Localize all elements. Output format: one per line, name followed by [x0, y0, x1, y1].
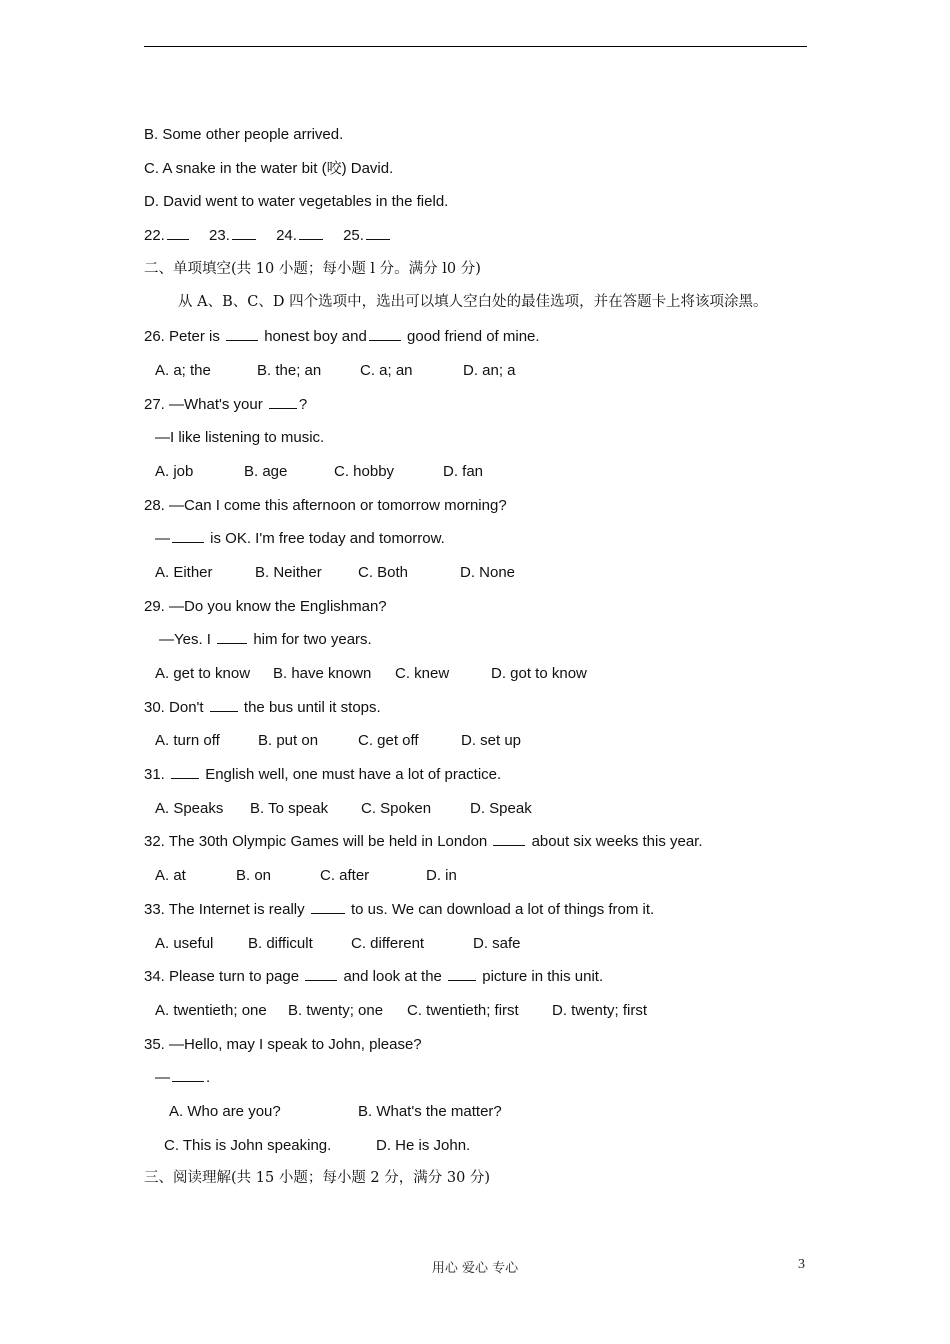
question-32-options: A. at B. on C. after D. in [155, 867, 457, 885]
option-d-text: D. David went to water vegetables in the field. [144, 193, 449, 211]
question-29-options: A. get to know B. have known C. knew D. got to know [155, 665, 587, 682]
header-rule [144, 46, 807, 47]
question-27-options: A. job B. age C. hobby D. fan [155, 462, 484, 480]
question-28-reply: — is OK. I'm free today and tomorrow. [155, 530, 445, 548]
question-33: 33. The Internet is really to us. We can download a lot of things from it. [144, 900, 655, 918]
question-26: 26. Peter is honest boy and good friend of mine. [144, 328, 540, 346]
question-33-options: A. useful B. difficult C. different D. safe [155, 934, 521, 952]
question-27: 27. —What's your ? [144, 395, 308, 413]
question-32: 32. The 30th Olympic Games will be held in London about six weeks this year. [144, 833, 703, 851]
section-2-instruction: 从 A、B、C、D 四个选项中，选出可以填人空白处的最佳选项，并在答题卡上将该项涂黑。 [178, 294, 768, 311]
answer-blanks-22-25: 22. 23. 24. 25. [144, 219, 844, 253]
question-31: 31. English well, one must have a lot of practice. [144, 766, 502, 784]
question-31-options: A. Speaks B. To speak C. Spoken D. Speak [155, 799, 532, 817]
question-34-options: A. twentieth; one B. twenty; one C. twentieth; first D. twenty; first [155, 1001, 648, 1019]
option-c-text: C. A snake in the water bit (咬) David. [144, 159, 394, 177]
footer-motto: 用心 爱心 专心 [431, 1261, 519, 1276]
question-28-options: A. Either B. Neither C. Both D. None [155, 563, 516, 581]
section-2-heading: 二、单项填空(共 10 小题；每小题 l 分。满分 l0 分) [144, 260, 481, 277]
question-35: 35. —Hello, may I speak to John, please? [144, 1035, 422, 1053]
question-29-reply: —Yes. I him for two years. [159, 631, 372, 649]
option-b-text: B. Some other people arrived. [144, 126, 344, 143]
question-35-options-cd: C. This is John speaking. D. He is John. [164, 1136, 471, 1154]
question-26-options: A. a; the B. the; an C. a; an D. an; a [155, 361, 516, 379]
question-29: 29. —Do you know the Englishman? [144, 597, 387, 615]
question-30-options: A. turn off B. put on C. get off D. set up [155, 732, 522, 750]
page-number: 3 [798, 1257, 805, 1272]
question-28: 28. —Can I come this afternoon or tomorrow morning? [144, 496, 507, 514]
question-35-options-ab: A. Who are you? B. What's the matter? [169, 1102, 502, 1120]
question-27-reply: —I like listening to music. [155, 429, 325, 447]
question-30: 30. Don't the bus until it stops. [144, 698, 381, 716]
exam-content [144, 118, 844, 1196]
question-35-reply: — . [155, 1069, 211, 1087]
question-34: 34. Please turn to page and look at the picture in this unit. [144, 968, 604, 986]
section-3-heading: 三、阅读理解(共 15 小题；每小题 2 分，满分 30 分) [144, 1170, 491, 1187]
